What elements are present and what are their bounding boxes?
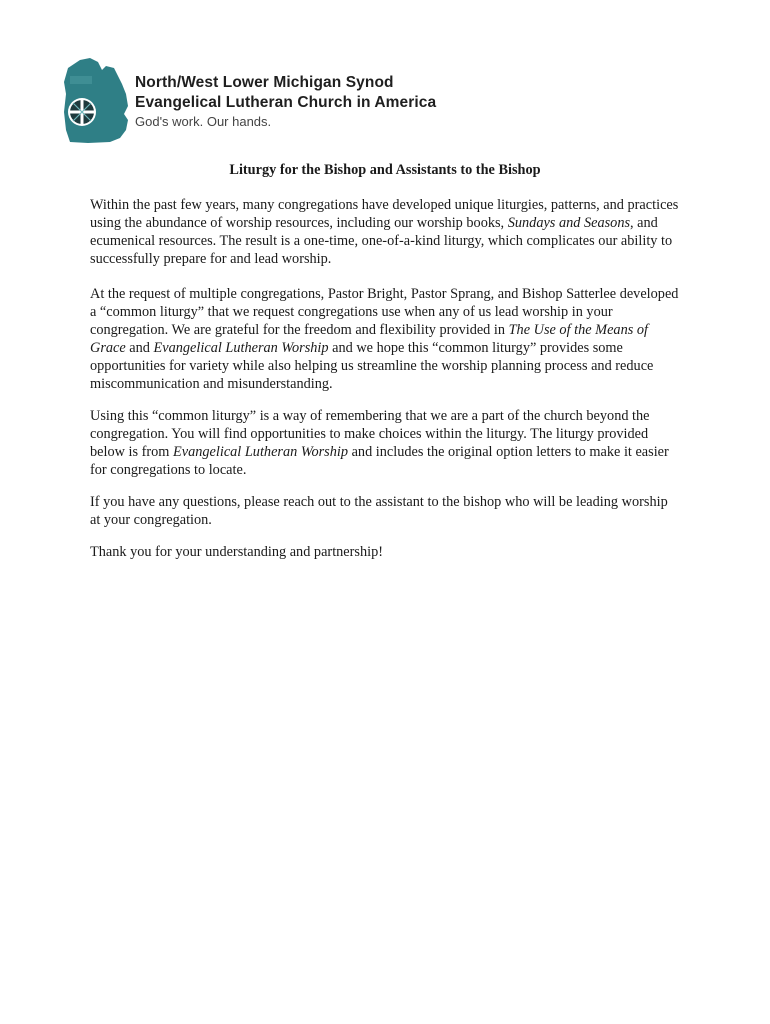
document-body	[90, 196, 680, 575]
paragraph-text: Using this “common liturgy” is a way of remembering that we are a part of the church beyond the congregation. You will find opportunities to make choices within the liturgy. The liturgy provided below is from	[90, 408, 650, 460]
paragraph-text: , and ecumenical resources. The result is a one-time, one-of-a-kind liturgy, which complicates our ability to successfully prepare for and lead worship.	[90, 215, 673, 267]
church-name: Evangelical Lutheran Church in America	[135, 94, 437, 111]
michigan-map-cross-logo-icon	[62, 54, 134, 144]
paragraph-intro	[90, 196, 680, 268]
tagline: God's work. Our hands.	[135, 114, 272, 129]
paragraph-request	[90, 285, 680, 393]
paragraph-text: and	[125, 340, 154, 356]
paragraph-thanks: Thank you for your understanding and partnership!	[90, 544, 384, 560]
paragraph-text: At the request of multiple congregations, Pastor Bright, Pastor Sprang, and Bishop Satterlee developed a “common liturgy” that we request congregations use when any of us lead worship in your congregation. We are grateful for the freedom and flexibility provided in	[90, 286, 679, 338]
book-title-sundays-and-seasons: Sundays and Seasons	[507, 215, 631, 231]
document-title: Liturgy for the Bishop and Assistants to the Bishop	[229, 162, 541, 178]
book-title-use-of-means-of-grace: The Use of the Means of Grace	[90, 322, 648, 356]
synod-text-block	[135, 73, 436, 130]
book-title-elw: Evangelical Lutheran Worship	[153, 340, 329, 356]
paragraph-common-liturgy	[90, 407, 680, 479]
paragraph-text: and we hope this “common liturgy” provides some opportunities for variety while also helping us streamline the worship planning process and reduce miscommunication and misunderstanding.	[90, 340, 654, 392]
paragraph-text: Within the past few years, many congregations have developed unique liturgies, patterns, and practices using the abundance of worship resources, including our worship books,	[90, 197, 679, 231]
paragraph-text: and includes the original option letters to make it easier for congregations to locate.	[90, 444, 669, 478]
letterhead	[62, 54, 437, 146]
synod-name: North/West Lower Michigan Synod	[135, 74, 394, 91]
book-title-elw: Evangelical Lutheran Worship	[173, 444, 348, 460]
paragraph-questions: If you have any questions, please reach out to the assistant to the bishop who will be leading worship at your congregation.	[90, 494, 668, 528]
